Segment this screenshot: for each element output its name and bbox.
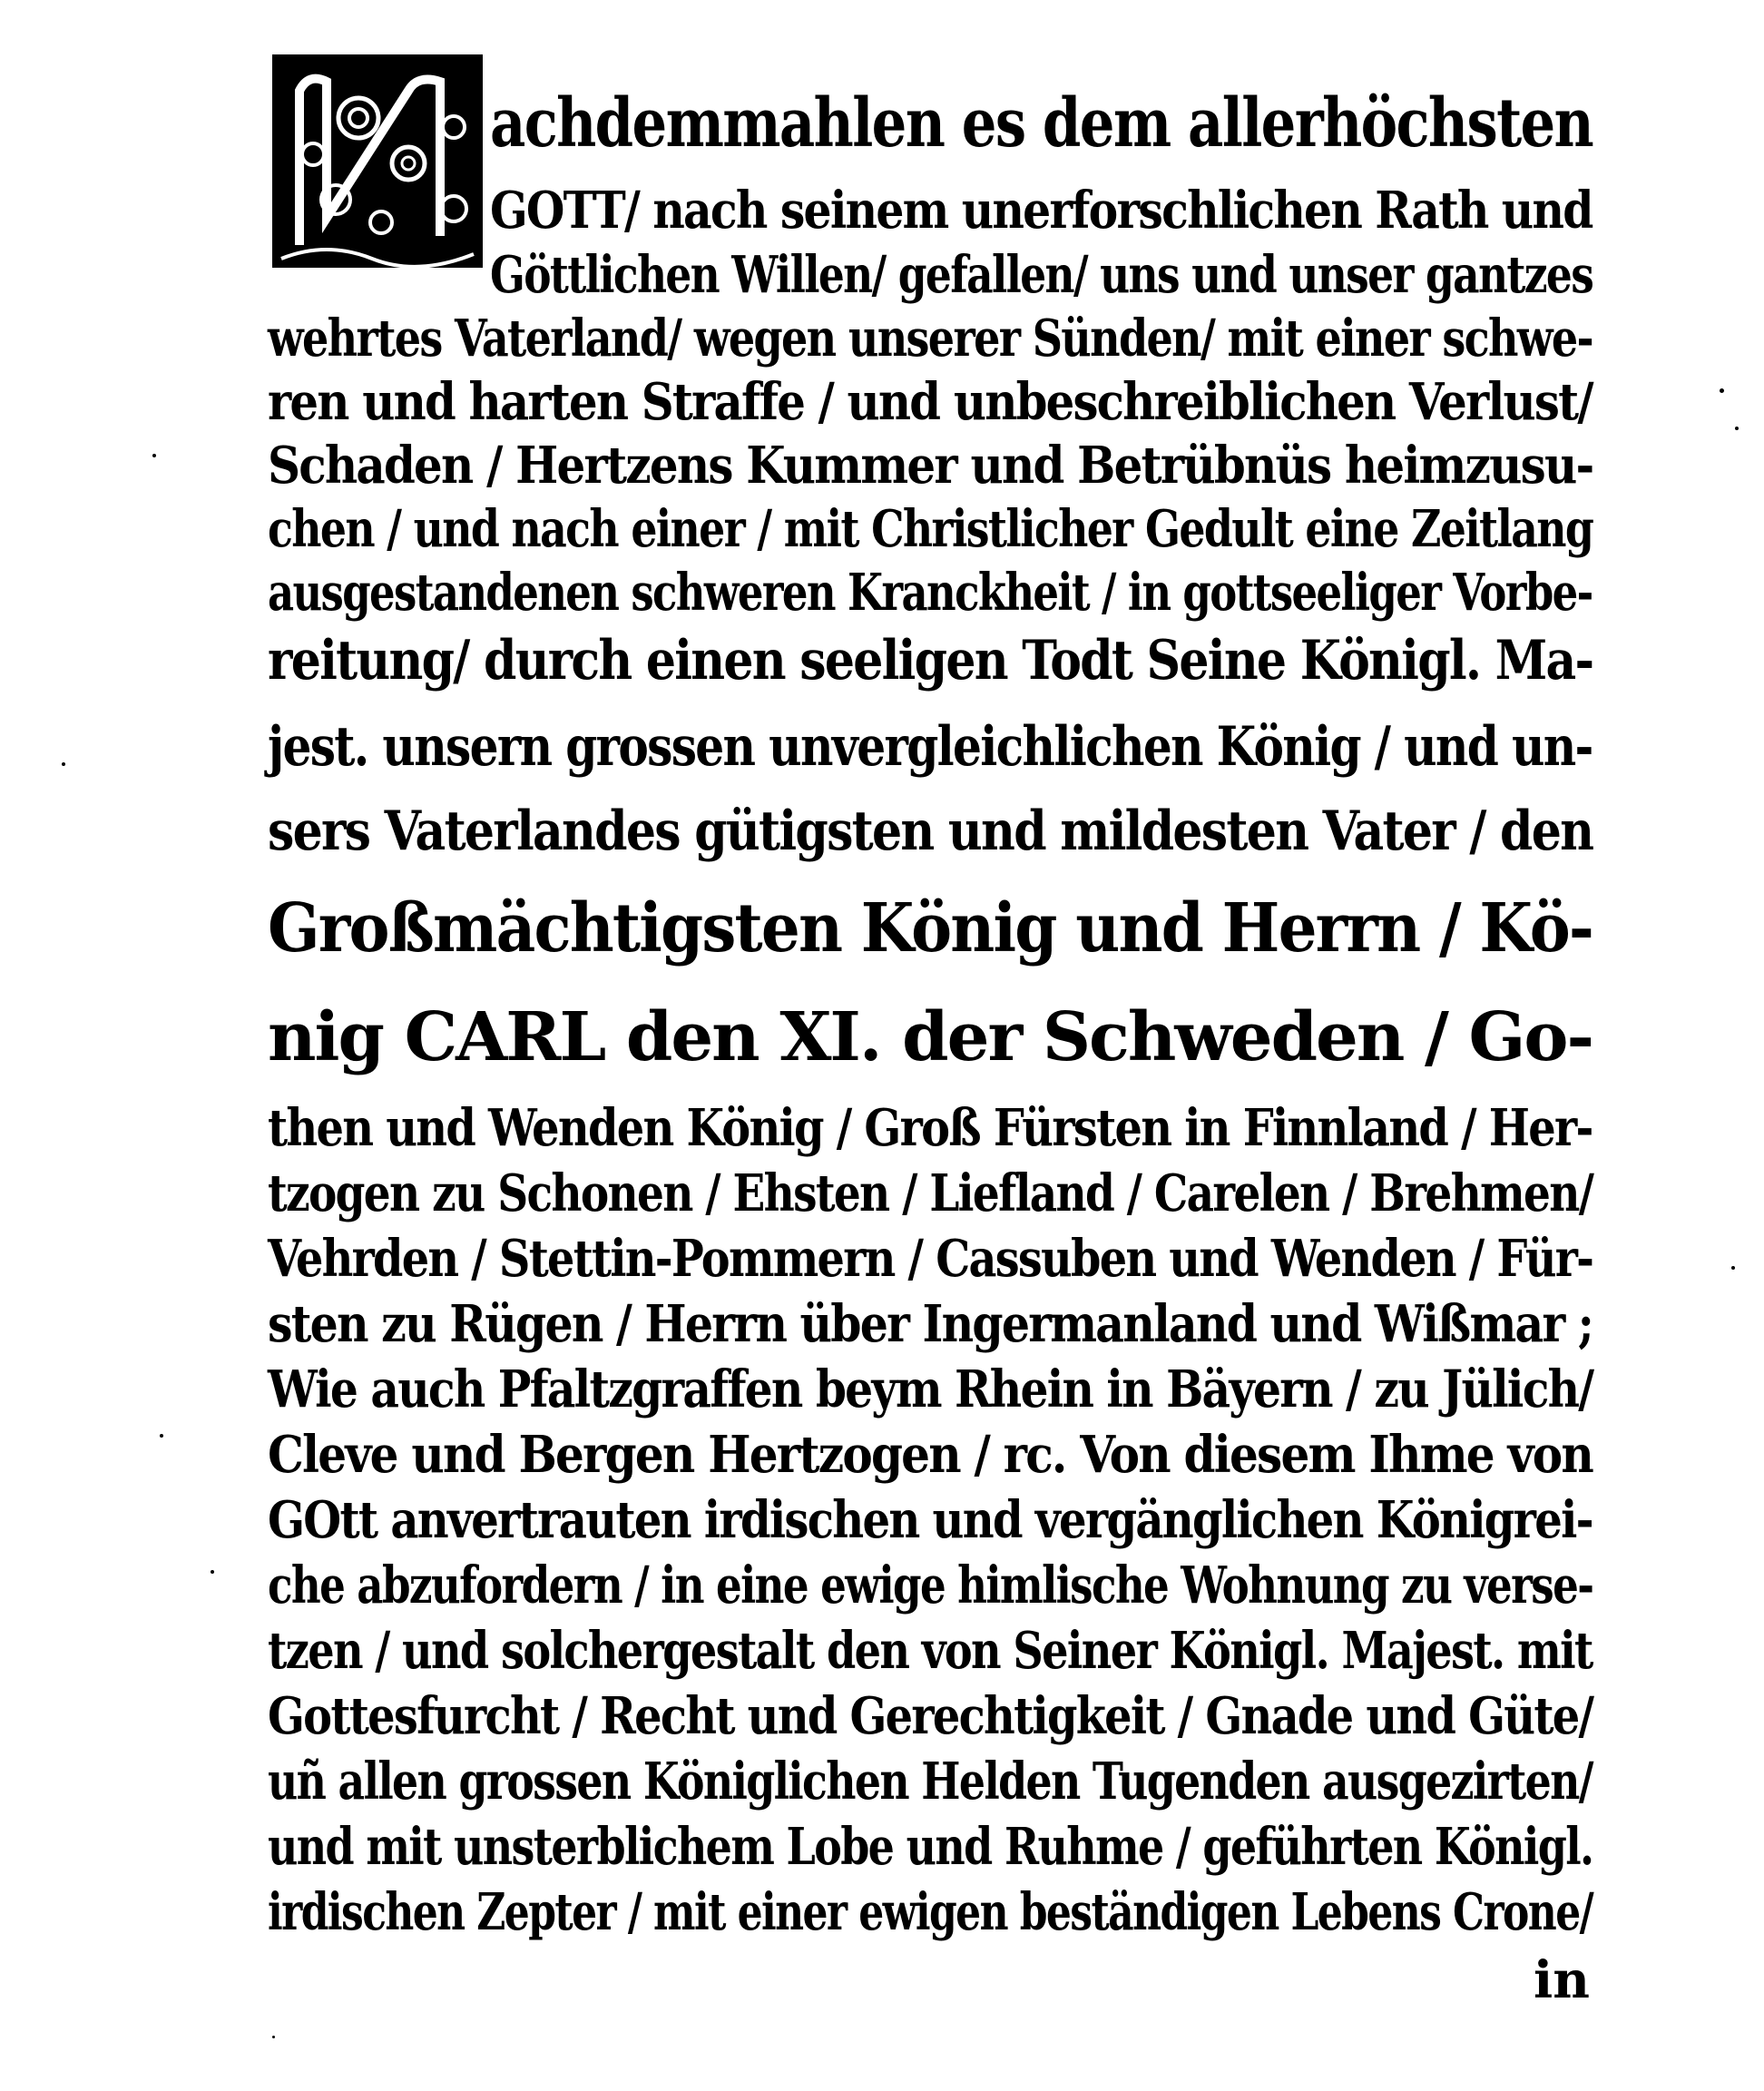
text-line-19: Cleve und Bergen Hertzogen / rc. Von diesem Ihme von (268, 1425, 1593, 1485)
text-line-18: Wie auch Pfaltzgraffen beym Rhein in Bäyern / zu Jülich/ (268, 1360, 1593, 1419)
scan-speck (1731, 1266, 1735, 1270)
text-line-8: ausgestandenen schweren Kranckheit / in gottseeliger Vorbe- (268, 563, 1592, 623)
text-line-15: tzogen zu Schonen / Ehsten / Liefland / Carelen / Brehmen/ (268, 1163, 1593, 1223)
text-line-2: GOTT/ nach seinem unerforschlichen Rath und (490, 181, 1592, 241)
scan-speck (160, 1434, 163, 1438)
text-line-23: Gottesfurcht / Recht und Gerechtigkeit / Gnade und Güte/ (268, 1686, 1593, 1746)
text-line-20: GOtt anvertrauten irdischen und vergänglichen Königrei- (268, 1490, 1592, 1550)
scan-speck (1735, 427, 1739, 430)
scan-speck (211, 1570, 214, 1574)
text-line-10: jest. unsern grossen unvergleichlichen König / und un- (268, 715, 1592, 779)
catchword: in (1534, 1950, 1590, 2010)
text-line-11: sers Vaterlandes gütigsten und mildesten Vater / den (268, 800, 1593, 863)
text-line-3: Göttlichen Willen/ gefallen/ uns und unser gantzes (490, 245, 1593, 305)
text-line-21: che abzufordern / in eine ewige himlische Wohnung zu verse- (268, 1556, 1593, 1615)
text-line-9: reitung/ durch einen seeligen Todt Seine Königl. Ma- (268, 629, 1593, 692)
text-line-13: nig CARL den XI. der Schweden / Go- (268, 998, 1593, 1076)
scan-speck (272, 2036, 275, 2038)
text-line-1: achdemmahlen es dem allerhöchsten (490, 84, 1593, 162)
text-line-6: Schaden / Hertzens Kummer und Betrübnüs heimzusu- (268, 436, 1593, 496)
text-line-26: irdischen Zepter / mit einer ewigen beständigen Lebens Crone/ (268, 1882, 1593, 1942)
text-line-14: then und Wenden König / Groß Fürsten in Finnland / Her- (268, 1098, 1592, 1158)
scan-speck (1720, 388, 1724, 393)
text-line-16: Vehrden / Stettin-Pommern / Cassuben und Wenden / Für- (268, 1229, 1593, 1289)
text-line-22: tzen / und solchergestalt den von Seiner Königl. Majest. mit (268, 1621, 1592, 1681)
text-line-17: sten zu Rügen / Herrn über Ingermanland und Wißmar ; (268, 1294, 1593, 1354)
scan-speck (152, 454, 156, 457)
text-line-12: Großmächtigsten König und Herrn / Kö- (268, 889, 1593, 967)
ornament-icon (272, 54, 483, 268)
text-line-5: ren und harten Straffe / und unbeschreiblichen Verlust/ (268, 372, 1592, 432)
text-line-25: und mit unsterblichem Lobe und Ruhme / geführten Königl. (268, 1817, 1593, 1877)
text-line-24: uñ allen grossen Königlichen Helden Tugenden ausgezirten/ (268, 1752, 1592, 1811)
text-line-4: wehrtes Vaterland/ wegen unserer Sünden/ mit einer schwe- (268, 309, 1592, 368)
scan-speck (62, 762, 65, 766)
drop-initial (272, 54, 483, 268)
text-line-7: chen / und nach einer / mit Christlicher Gedult eine Zeitlang (268, 499, 1593, 559)
